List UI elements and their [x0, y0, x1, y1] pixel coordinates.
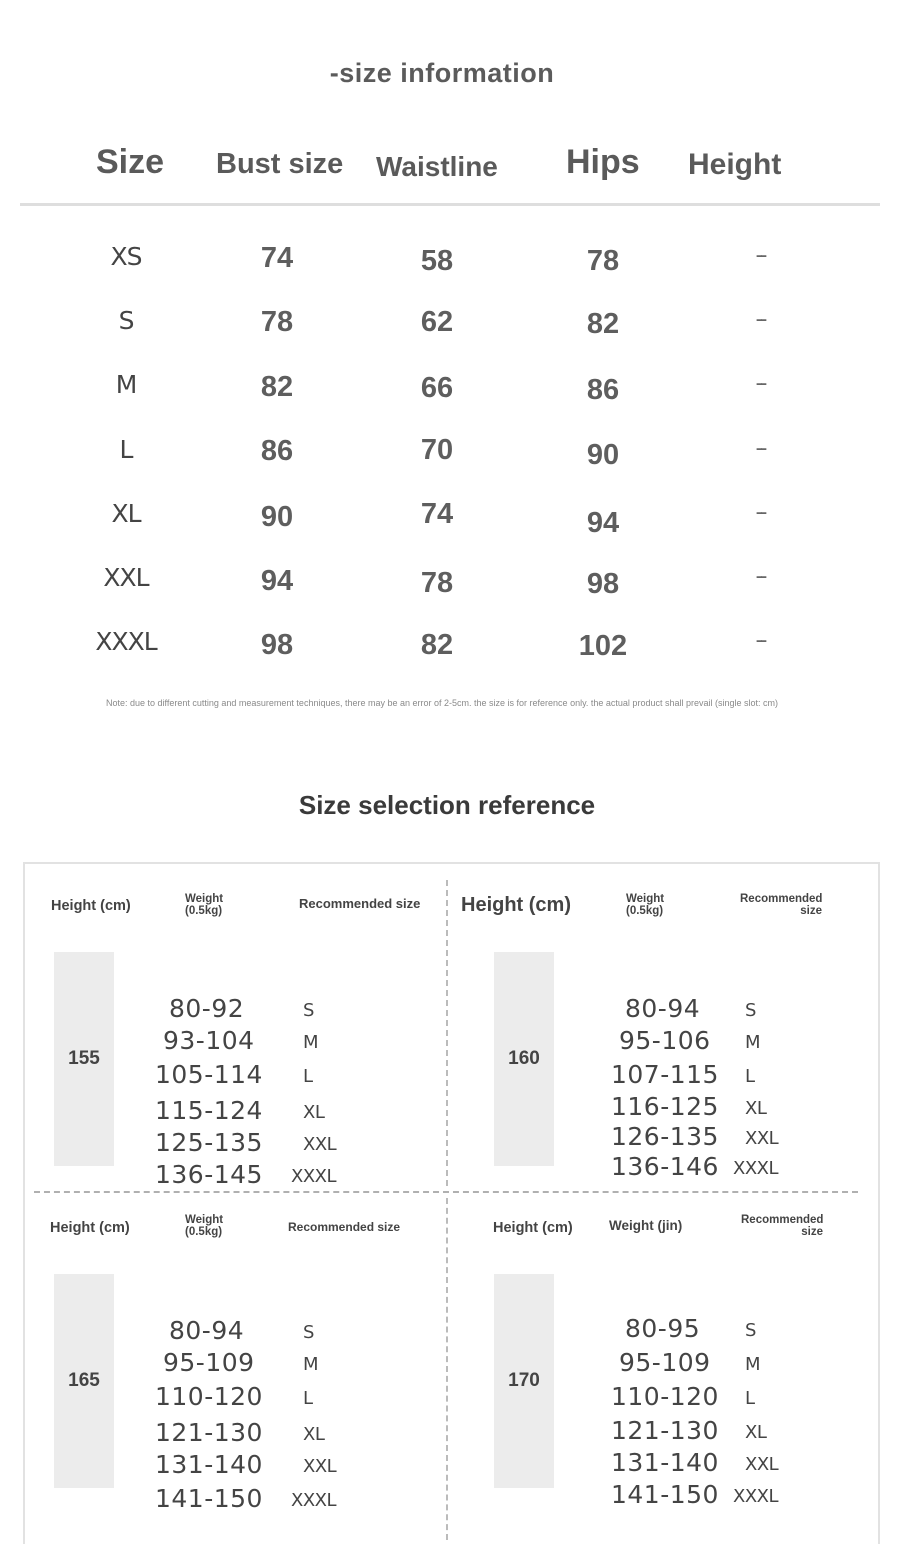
size-row-4-height: -- — [755, 499, 765, 524]
panel-3-weight-range: 141-150 — [611, 1480, 719, 1509]
size-row-1-hips: 82 — [586, 308, 620, 340]
size-row-4-hips: 94 — [586, 507, 620, 539]
header-waistline: Waistline — [376, 151, 498, 182]
panel-3-weight-range: 95-109 — [619, 1348, 711, 1377]
panel-3-weight-range: 121-130 — [611, 1416, 719, 1445]
size-row-0-height: -- — [755, 242, 765, 267]
panel-0-weight-range: 105-114 — [155, 1060, 263, 1089]
panel-3-recommended-size: XL — [745, 1422, 767, 1443]
size-row-0-waist: 58 — [420, 245, 454, 277]
vertical-divider-bottom — [446, 1198, 448, 1540]
size-row-1-bust: 78 — [260, 306, 294, 338]
panel-3-weight-range: 110-120 — [611, 1382, 719, 1411]
panel-3-weight-range: 80-95 — [625, 1314, 701, 1343]
panel-0-weight-range: 115-124 — [155, 1096, 263, 1125]
panel-3-recommended-size: S — [745, 1320, 756, 1341]
size-row-5-bust: 94 — [260, 565, 294, 597]
size-row-3-height: -- — [755, 435, 765, 460]
panel-2-weight-range: 141-150 — [155, 1484, 263, 1513]
panel-0-weight-range: 125-135 — [155, 1128, 263, 1157]
panel-0-recommended-size: XL — [303, 1102, 325, 1123]
panel-3-weight-label — [609, 1220, 682, 1232]
panel-2-height-label: Height (cm) — [50, 1220, 130, 1236]
size-row-6-hips: 102 — [578, 630, 628, 662]
panel-1-weight-range: 107-115 — [611, 1060, 719, 1089]
panel-1-recommended-size: M — [745, 1032, 761, 1053]
size-row-1-height: -- — [755, 306, 765, 331]
horizontal-divider — [34, 1191, 858, 1193]
size-row-6-waist: 82 — [420, 629, 454, 661]
size-row-4-bust: 90 — [260, 501, 294, 533]
panel-0-recommended-label — [299, 898, 429, 910]
panel-3-recommended-label-line: size — [801, 1226, 823, 1238]
panel-3-recommended-size: XXXL — [733, 1486, 779, 1507]
panel-0-recommended-size: XXXL — [291, 1166, 337, 1187]
size-row-0-hips: 78 — [586, 245, 620, 277]
panel-3-recommended-label-line: Recommended — [741, 1214, 824, 1226]
panel-1-weight-label-line: (0.5kg) — [626, 905, 664, 917]
panel-1-recommended-label-line: Recommended — [740, 893, 823, 905]
panel-2-recommended-label — [288, 1221, 418, 1233]
panel-3-height-label: Height (cm) — [493, 1220, 573, 1236]
panel-0-recommended-label-line: Recommended size — [299, 896, 421, 911]
size-row-5-hips: 98 — [586, 568, 620, 600]
panel-0-height-value: 155 — [68, 1048, 100, 1069]
panel-2-weight-range: 131-140 — [155, 1450, 263, 1479]
panel-2-weight-range: 95-109 — [163, 1348, 255, 1377]
panel-2-weight-label — [185, 1214, 223, 1238]
panel-1-weight-range: 80-94 — [625, 994, 701, 1023]
panel-2-weight-label-line: Weight — [185, 1214, 224, 1226]
panel-3-recommended-label — [741, 1214, 823, 1238]
panel-2-weight-range: 80-94 — [169, 1316, 245, 1345]
panel-1-recommended-size: S — [745, 1000, 756, 1021]
panel-0-recommended-size: L — [303, 1066, 313, 1087]
header-divider — [20, 203, 880, 206]
size-row-2-bust: 82 — [260, 371, 294, 403]
panel-2-recommended-size: XXXL — [291, 1490, 337, 1511]
panel-1-weight-label-line: Weight — [626, 893, 665, 905]
panel-2-recommended-size: XL — [303, 1424, 325, 1445]
panel-1-height-value: 160 — [508, 1048, 540, 1069]
panel-3-recommended-size: L — [745, 1388, 755, 1409]
panel-0-height-label: Height (cm) — [51, 898, 131, 914]
panel-2-recommended-label-line: Recommended size — [288, 1220, 401, 1234]
panel-1-recommended-size: L — [745, 1066, 755, 1087]
size-information-title: -size information — [329, 58, 555, 88]
size-row-1-waist: 62 — [420, 306, 454, 338]
size-row-3-waist: 70 — [420, 434, 454, 466]
panel-0-weight-range: 80-92 — [169, 994, 245, 1023]
header-hips: Hips — [566, 143, 640, 181]
panel-0-recommended-size: S — [303, 1000, 314, 1021]
size-row-2-height: -- — [755, 370, 765, 395]
panel-0-weight-label-line: (0.5kg) — [185, 905, 223, 917]
panel-1-weight-range: 136-146 — [611, 1152, 719, 1181]
panel-2-weight-range: 121-130 — [155, 1418, 263, 1447]
size-row-4-size: XL — [111, 499, 141, 528]
panel-0-weight-label — [185, 893, 223, 917]
panel-1-recommended-size: XXL — [745, 1128, 779, 1149]
size-row-4-waist: 74 — [420, 498, 454, 530]
header-height: Height — [688, 148, 782, 181]
panel-1-recommended-size: XXXL — [733, 1158, 779, 1179]
size-row-5-waist: 78 — [420, 567, 454, 599]
size-row-5-height: -- — [755, 563, 765, 588]
panel-2-recommended-size: M — [303, 1354, 319, 1375]
panel-0-weight-range: 93-104 — [163, 1026, 255, 1055]
size-row-2-hips: 86 — [586, 374, 620, 406]
panel-2-height-value: 165 — [68, 1370, 100, 1391]
size-row-2-size: M — [115, 370, 137, 399]
panel-0-recommended-size: XXL — [303, 1134, 337, 1155]
panel-0-weight-label-line: Weight — [185, 893, 224, 905]
panel-1-recommended-label-line: size — [800, 905, 822, 917]
panel-3-height-value: 170 — [508, 1370, 540, 1391]
size-row-6-size: XXXL — [95, 627, 157, 656]
size-row-2-waist: 66 — [420, 372, 454, 404]
panel-1-weight-label — [626, 893, 664, 917]
panel-2-recommended-size: XXL — [303, 1456, 337, 1477]
panel-3-weight-range: 131-140 — [611, 1448, 719, 1477]
panel-3-recommended-size: XXL — [745, 1454, 779, 1475]
measurement-note: Note: due to different cutting and measurement techniques, there may be an error of 2-5cm. the size is for reference only. the actual product shall prevail (single slot: cm) — [105, 698, 778, 708]
panel-3-weight-label-line: Weight (jin) — [609, 1218, 683, 1233]
header-size: Size — [96, 143, 165, 181]
panel-2-recommended-size: L — [303, 1388, 313, 1409]
panel-3-recommended-size: M — [745, 1354, 761, 1375]
size-row-5-size: XXL — [103, 563, 149, 592]
panel-0-weight-range: 136-145 — [155, 1160, 263, 1189]
size-row-0-bust: 74 — [260, 242, 294, 274]
panel-0-recommended-size: M — [303, 1032, 319, 1053]
panel-1-recommended-label — [740, 893, 822, 917]
panel-1-weight-range: 116-125 — [611, 1092, 719, 1121]
header-bust-size: Bust size — [216, 148, 344, 180]
size-selection-reference-title: Size selection reference — [298, 790, 596, 820]
panel-1-weight-range: 95-106 — [619, 1026, 711, 1055]
vertical-divider-top — [446, 880, 448, 1186]
size-row-1-size: S — [118, 306, 134, 335]
size-row-6-bust: 98 — [260, 629, 294, 661]
panel-1-recommended-size: XL — [745, 1098, 767, 1119]
panel-1-height-label: Height (cm) — [461, 894, 571, 916]
size-row-3-bust: 86 — [260, 435, 294, 467]
panel-2-weight-label-line: (0.5kg) — [185, 1226, 223, 1238]
panel-1-weight-range: 126-135 — [611, 1122, 719, 1151]
size-row-3-hips: 90 — [586, 439, 620, 471]
panel-2-weight-range: 110-120 — [155, 1382, 263, 1411]
size-row-0-size: XS — [110, 242, 142, 271]
panel-2-recommended-size: S — [303, 1322, 314, 1343]
size-row-6-height: -- — [755, 627, 765, 652]
size-row-3-size: L — [119, 435, 133, 464]
